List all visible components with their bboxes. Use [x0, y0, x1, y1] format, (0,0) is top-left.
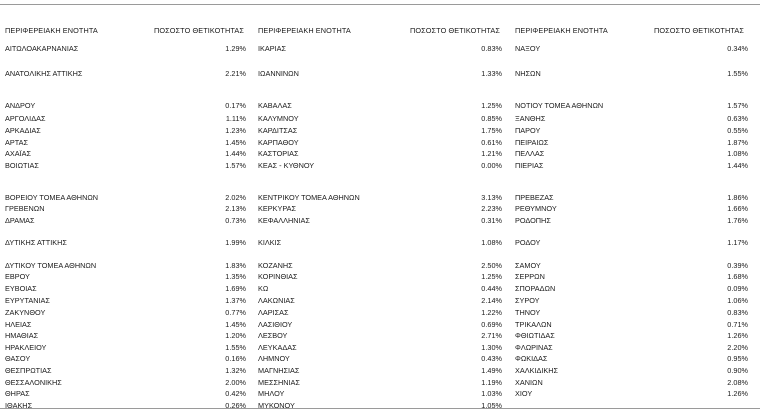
positivity-rate-col3: 2.20%: [727, 343, 748, 352]
positivity-rate-col2: 1.49%: [481, 366, 502, 375]
positivity-rate-col2: 2.71%: [481, 331, 502, 340]
positivity-rate-col1: 1.11%: [225, 114, 246, 123]
region-name-col2: ΜΕΣΣΗΝΙΑΣ: [258, 378, 300, 387]
region-name-col2: ΚΑΡΔΙΤΣΑΣ: [258, 126, 298, 135]
region-name-col2: ΛΑΚΩΝΙΑΣ: [258, 296, 295, 305]
positivity-rate-col1: 1.69%: [225, 284, 246, 293]
positivity-rate-col1: 0.42%: [225, 389, 246, 398]
positivity-rate-col2: 3.13%: [481, 193, 502, 202]
header-region-1: ΠΕΡΙΦΕΡΕΙΑΚΗ ΕΝΟΤΗΤΑ: [5, 26, 98, 35]
region-name-col3: ΠΕΙΡΑΙΩΣ: [515, 138, 549, 147]
positivity-rate-col1: 1.99%: [225, 238, 246, 247]
positivity-rate-col2: 2.50%: [481, 261, 502, 270]
region-name-col2: ΚΙΛΚΙΣ: [258, 238, 282, 247]
region-name-col1: ΔΡΑΜΑΣ: [5, 216, 35, 225]
positivity-rate-col3: 1.68%: [727, 272, 748, 281]
region-name-col1: ΗΛΕΙΑΣ: [5, 320, 32, 329]
region-name-col1: ΙΘΑΚΗΣ: [5, 401, 33, 410]
region-name-col1: ΒΟΙΩΤΙΑΣ: [5, 161, 39, 170]
positivity-rate-col2: 1.33%: [481, 69, 502, 78]
positivity-rate-col2: 0.61%: [481, 138, 502, 147]
region-name-col2: ΚΟΖΑΝΗΣ: [258, 261, 293, 270]
positivity-rate-col1: 1.32%: [225, 366, 246, 375]
positivity-rate-col3: 2.08%: [727, 378, 748, 387]
region-name-col1: ΑΝΑΤΟΛΙΚΗΣ ΑΤΤΙΚΗΣ: [5, 69, 83, 78]
positivity-rate-col2: 1.19%: [481, 378, 502, 387]
region-name-col1: ΑΡΓΟΛΙΔΑΣ: [5, 114, 46, 123]
region-name-col3: ΦΘΙΩΤΙΔΑΣ: [515, 331, 555, 340]
positivity-rate-col3: 1.26%: [727, 389, 748, 398]
region-name-col3: ΧΑΛΚΙΔΙΚΗΣ: [515, 366, 559, 375]
region-name-col1: ΘΑΣΟΥ: [5, 354, 31, 363]
positivity-rate-col3: 1.26%: [727, 331, 748, 340]
bottom-rule: [0, 408, 760, 409]
region-name-col3: ΣΠΟΡΑΔΩΝ: [515, 284, 556, 293]
region-name-col3: ΧΙΟΥ: [515, 389, 533, 398]
region-name-col1: ΑΧΑΪΑΣ: [5, 149, 32, 158]
positivity-rate-col2: 0.85%: [481, 114, 502, 123]
header-rate-1: ΠΟΣΟΣΤΟ ΘΕΤΙΚΟΤΗΤΑΣ: [154, 26, 244, 35]
region-name-col2: ΛΕΥΚΑΔΑΣ: [258, 343, 297, 352]
positivity-rate-col1: 2.21%: [225, 69, 246, 78]
positivity-rate-col3: 0.83%: [727, 308, 748, 317]
region-name-col1: ΘΕΣΠΡΩΤΙΑΣ: [5, 366, 52, 375]
positivity-rate-col1: 2.02%: [225, 193, 246, 202]
region-name-col3: ΠΙΕΡΙΑΣ: [515, 161, 544, 170]
positivity-rate-col1: 1.29%: [225, 44, 246, 53]
region-name-col3: ΞΑΝΘΗΣ: [515, 114, 546, 123]
region-name-col3: ΡΕΘΥΜΝΟΥ: [515, 204, 557, 213]
positivity-rate-col1: 0.17%: [225, 101, 246, 110]
positivity-rate-col2: 0.44%: [481, 284, 502, 293]
positivity-rate-col3: 0.63%: [727, 114, 748, 123]
region-name-col2: ΚΕΝΤΡΙΚΟΥ ΤΟΜΕΑ ΑΘΗΝΩΝ: [258, 193, 360, 202]
positivity-rate-col3: 0.71%: [727, 320, 748, 329]
positivity-rate-col1: 1.55%: [225, 343, 246, 352]
positivity-rate-col1: 1.45%: [225, 138, 246, 147]
region-name-col2: ΛΕΣΒΟΥ: [258, 331, 288, 340]
positivity-rate-col2: 1.05%: [481, 401, 502, 410]
region-name-col3: ΦΩΚΙΔΑΣ: [515, 354, 548, 363]
region-name-col2: ΙΩΑΝΝΙΝΩΝ: [258, 69, 299, 78]
region-name-col2: ΚΕΑΣ - ΚΥΘΝΟΥ: [258, 161, 315, 170]
positivity-rate-col3: 0.90%: [727, 366, 748, 375]
positivity-rate-col3: 1.44%: [727, 161, 748, 170]
region-name-col1: ΑΙΤΩΛΟΑΚΑΡΝΑΝΙΑΣ: [5, 44, 79, 53]
positivity-rate-col3: 1.55%: [727, 69, 748, 78]
positivity-rate-col1: 0.77%: [225, 308, 246, 317]
region-name-col3: ΦΛΩΡΙΝΑΣ: [515, 343, 553, 352]
region-name-col3: ΧΑΝΙΩΝ: [515, 378, 543, 387]
region-name-col2: ΚΟΡΙΝΘΙΑΣ: [258, 272, 298, 281]
positivity-rate-col1: 1.83%: [225, 261, 246, 270]
positivity-rate-col2: 0.31%: [481, 216, 502, 225]
region-name-col3: ΠΕΛΛΑΣ: [515, 149, 545, 158]
positivity-rate-col3: 1.76%: [727, 216, 748, 225]
positivity-rate-col3: 1.66%: [727, 204, 748, 213]
region-name-col3: ΡΟΔΟΠΗΣ: [515, 216, 551, 225]
positivity-rate-col1: 1.37%: [225, 296, 246, 305]
positivity-rate-col2: 2.14%: [481, 296, 502, 305]
region-name-col2: ΚΑΒΑΛΑΣ: [258, 101, 292, 110]
header-rate-3: ΠΟΣΟΣΤΟ ΘΕΤΙΚΟΤΗΤΑΣ: [654, 26, 744, 35]
region-name-col1: ΔΥΤΙΚΗΣ ΑΤΤΙΚΗΣ: [5, 238, 67, 247]
region-name-col1: ΗΜΑΘΙΑΣ: [5, 331, 39, 340]
positivity-rate-col2: 0.00%: [481, 161, 502, 170]
positivity-rate-col3: 1.86%: [727, 193, 748, 202]
positivity-rate-col3: 1.57%: [727, 101, 748, 110]
positivity-rate-col3: 0.34%: [727, 44, 748, 53]
positivity-rate-col1: 1.35%: [225, 272, 246, 281]
region-name-col3: ΤΡΙΚΑΛΩΝ: [515, 320, 552, 329]
region-name-col2: ΚΩ: [258, 284, 269, 293]
region-name-col2: ΚΕΦΑΛΛΗΝΙΑΣ: [258, 216, 310, 225]
positivity-rate-col3: 0.09%: [727, 284, 748, 293]
positivity-rate-col1: 1.23%: [225, 126, 246, 135]
region-name-col2: ΚΑΡΠΑΘΟΥ: [258, 138, 299, 147]
region-name-col1: ΒΟΡΕΙΟΥ ΤΟΜΕΑ ΑΘΗΝΩΝ: [5, 193, 99, 202]
region-name-col1: ΗΡΑΚΛΕΙΟΥ: [5, 343, 47, 352]
region-name-col2: ΜΥΚΟΝΟΥ: [258, 401, 295, 410]
region-name-col1: ΑΡΚΑΔΙΑΣ: [5, 126, 41, 135]
region-name-col2: ΙΚΑΡΙΑΣ: [258, 44, 287, 53]
positivity-rate-col1: 0.73%: [225, 216, 246, 225]
region-name-col3: ΣΑΜΟΥ: [515, 261, 541, 270]
region-name-col1: ΖΑΚΥΝΘΟΥ: [5, 308, 46, 317]
region-name-col3: ΣΥΡΟΥ: [515, 296, 540, 305]
region-name-col3: ΝΑΞΟΥ: [515, 44, 541, 53]
positivity-rate-col2: 2.23%: [481, 204, 502, 213]
region-name-col2: ΚΑΣΤΟΡΙΑΣ: [258, 149, 299, 158]
positivity-rate-col3: 1.87%: [727, 138, 748, 147]
region-name-col1: ΘΕΣΣΑΛΟΝΙΚΗΣ: [5, 378, 62, 387]
region-name-col3: ΤΗΝΟΥ: [515, 308, 541, 317]
positivity-rate-col1: 0.26%: [225, 401, 246, 410]
positivity-rate-col3: 0.39%: [727, 261, 748, 270]
region-name-col2: ΚΑΛΥΜΝΟΥ: [258, 114, 299, 123]
positivity-rate-col3: 1.17%: [727, 238, 748, 247]
region-name-col3: ΣΕΡΡΩΝ: [515, 272, 545, 281]
positivity-rate-col2: 1.08%: [481, 238, 502, 247]
positivity-rate-col2: 1.25%: [481, 101, 502, 110]
region-name-col1: ΑΝΔΡΟΥ: [5, 101, 36, 110]
region-name-col3: ΠΡΕΒΕΖΑΣ: [515, 193, 554, 202]
positivity-rate-col1: 1.57%: [225, 161, 246, 170]
region-name-col1: ΔΥΤΙΚΟΥ ΤΟΜΕΑ ΑΘΗΝΩΝ: [5, 261, 97, 270]
positivity-rate-col2: 0.69%: [481, 320, 502, 329]
region-name-col3: ΡΟΔΟΥ: [515, 238, 541, 247]
region-name-col1: ΑΡΤΑΣ: [5, 138, 29, 147]
positivity-rate-col2: 1.30%: [481, 343, 502, 352]
positivity-rate-col2: 1.25%: [481, 272, 502, 281]
positivity-rate-col3: 0.55%: [727, 126, 748, 135]
header-rate-2: ΠΟΣΟΣΤΟ ΘΕΤΙΚΟΤΗΤΑΣ: [410, 26, 500, 35]
region-name-col2: ΛΗΜΝΟΥ: [258, 354, 290, 363]
positivity-rate-col1: 2.13%: [225, 204, 246, 213]
positivity-rate-col2: 1.21%: [481, 149, 502, 158]
region-name-col1: ΕΥΒΟΙΑΣ: [5, 284, 37, 293]
positivity-rate-col2: 0.43%: [481, 354, 502, 363]
positivity-rate-col3: 1.06%: [727, 296, 748, 305]
header-region-2: ΠΕΡΙΦΕΡΕΙΑΚΗ ΕΝΟΤΗΤΑ: [258, 26, 351, 35]
region-name-col2: ΛΑΣΙΘΙΟΥ: [258, 320, 293, 329]
positivity-rate-col1: 1.20%: [225, 331, 246, 340]
header-region-3: ΠΕΡΙΦΕΡΕΙΑΚΗ ΕΝΟΤΗΤΑ: [515, 26, 608, 35]
region-name-col3: ΠΑΡΟΥ: [515, 126, 541, 135]
region-name-col1: ΕΥΡΥΤΑΝΙΑΣ: [5, 296, 50, 305]
positivity-rate-col2: 1.75%: [481, 126, 502, 135]
region-name-col3: ΝΗΣΩΝ: [515, 69, 541, 78]
positivity-rate-col2: 1.03%: [481, 389, 502, 398]
positivity-rate-col1: 2.00%: [225, 378, 246, 387]
positivity-rate-col2: 0.83%: [481, 44, 502, 53]
region-name-col1: ΓΡΕΒΕΝΩΝ: [5, 204, 45, 213]
region-name-col1: ΘΗΡΑΣ: [5, 389, 30, 398]
region-name-col2: ΜΑΓΝΗΣΙΑΣ: [258, 366, 300, 375]
region-name-col2: ΚΕΡΚΥΡΑΣ: [258, 204, 297, 213]
region-name-col1: ΕΒΡΟΥ: [5, 272, 30, 281]
positivity-rate-col3: 0.95%: [727, 354, 748, 363]
positivity-rate-col3: 1.08%: [727, 149, 748, 158]
region-name-col2: ΜΗΛΟΥ: [258, 389, 285, 398]
positivity-rate-col2: 1.22%: [481, 308, 502, 317]
positivity-rate-col1: 0.16%: [225, 354, 246, 363]
region-name-col2: ΛΑΡΙΣΑΣ: [258, 308, 289, 317]
region-name-col3: ΝΟΤΙΟΥ ΤΟΜΕΑ ΑΘΗΝΩΝ: [515, 101, 604, 110]
positivity-rate-col1: 1.45%: [225, 320, 246, 329]
top-rule: [0, 4, 760, 5]
positivity-rate-col1: 1.44%: [225, 149, 246, 158]
